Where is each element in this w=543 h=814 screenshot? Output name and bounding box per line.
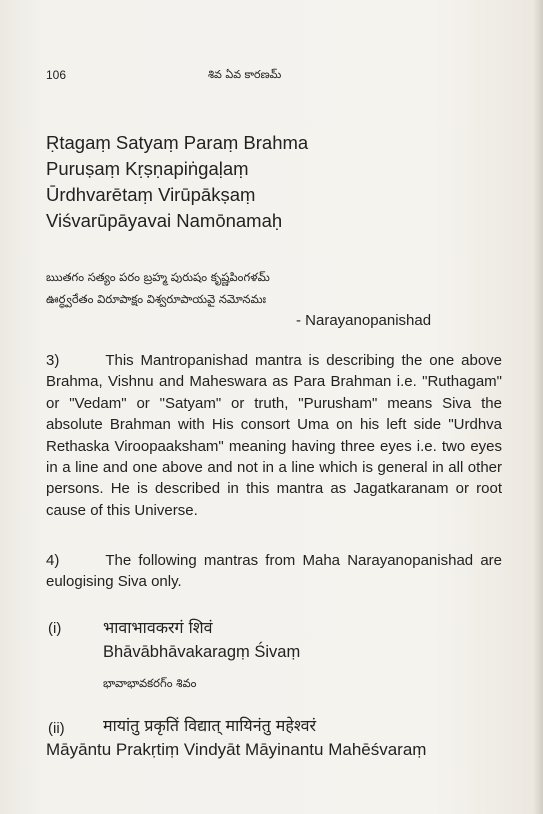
verse-line: Viśvarūpāyavai Namōnamaḥ xyxy=(46,210,283,231)
running-head: శివ ఏవ కారణమ్ xyxy=(208,68,282,81)
verse-line: Ūrdhvarētaṃ Virūpākṣaṃ xyxy=(46,184,256,205)
paragraph-number: 4) xyxy=(46,552,60,569)
devanagari-mantra: भावाभावकरगं शिवं xyxy=(103,618,213,637)
transliterated-mantra: Bhāvābhāvakaragṃ Śivaṃ xyxy=(103,643,301,661)
verse-line: Puruṣaṃ Kṛṣṇapiṅgaḷaṃ xyxy=(46,158,249,179)
item-label: (i) xyxy=(48,620,62,637)
transliterated-mantra: Māyāntu Prakṛtiṃ Vindyāt Māyinantu Mahēśvaraṃ xyxy=(46,740,427,759)
paragraph-number: 3) xyxy=(46,352,60,369)
paragraph-4 xyxy=(46,550,502,593)
item-label: (ii) xyxy=(48,720,65,737)
paragraph-text: This Mantropanishad mantra is describing the one above Brahma, Vishnu and Maheswara as Para Brahman i.e. "Ruthagam" or "Vedam" or "Satyam" or truth, "Purusham" means Siva the absolute Brahman with His consort Uma on his left side "Urdhva Rethaska Viroopaaksham" meaning having three eyes i.e. two eyes in a line and one above and not in a line which is general in all other persons. He is described in this mantra as Jagatkaranam or root cause of this Universe. xyxy=(46,352,502,519)
page-edge-shadow xyxy=(533,0,543,814)
telugu-line: ఊర్ధ్వరేతం విరూపాక్షం విశ్వరూపాయవై నమోనమః xyxy=(46,292,267,306)
source-attribution: - Narayanopanishad xyxy=(296,312,432,329)
telugu-line: ఋతగం సత్యం పరం బ్రహ్మ పురుషం కృష్ణపింగళమ్ xyxy=(46,270,270,284)
page-number: 106 xyxy=(46,68,67,82)
verse-block xyxy=(46,130,486,234)
page-header xyxy=(46,68,503,88)
telugu-verse xyxy=(46,266,506,310)
telugu-mantra: భావాభావకరగ్ం శివం xyxy=(103,676,197,690)
paragraph-3 xyxy=(46,350,502,521)
verse-line: Ṛtagaṃ Satyaṃ Paraṃ Brahma xyxy=(46,132,309,153)
devanagari-mantra: मायांतु प्रकृतिं विद्यात् मायिनंतु महेश्वरं xyxy=(103,716,317,735)
paragraph-text: The following mantras from Maha Narayanopanishad are eulogising Siva only. xyxy=(46,552,502,591)
